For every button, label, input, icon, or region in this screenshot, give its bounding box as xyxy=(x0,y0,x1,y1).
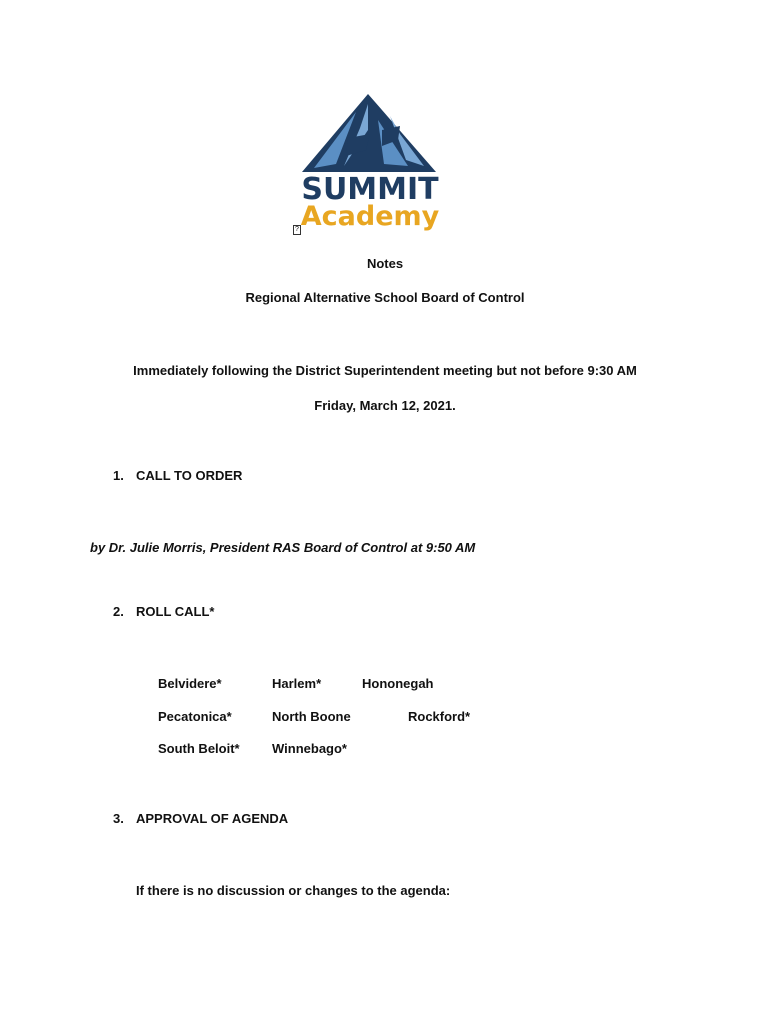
roll-winnebago: Winnebago* xyxy=(272,741,347,756)
roll-south-beloit: South Beloit* xyxy=(158,741,240,756)
roll-hononegah: Hononegah xyxy=(362,676,434,691)
document-subtitle: Regional Alternative School Board of Control xyxy=(245,290,525,305)
meeting-date: Friday, March 12, 2021. xyxy=(314,398,456,413)
missing-glyph-box: ? xyxy=(293,225,301,235)
section-3-body: If there is no discussion or changes to the agenda: xyxy=(136,883,451,898)
section-3-number: 3. xyxy=(113,811,124,826)
roll-north-boone: North Boone xyxy=(272,709,351,724)
logo-academy-text: Academy xyxy=(300,201,440,232)
section-1-heading: CALL TO ORDER xyxy=(136,468,243,483)
roll-harlem: Harlem* xyxy=(272,676,322,691)
roll-rockford: Rockford* xyxy=(408,709,471,724)
section-2-heading: ROLL CALL* xyxy=(136,604,215,619)
meeting-time-note: Immediately following the District Superintendent meeting but not before 9:30 AM xyxy=(133,363,637,378)
section-2-number: 2. xyxy=(113,604,124,619)
roll-pecatonica: Pecatonica* xyxy=(158,709,232,724)
document-title: Notes xyxy=(366,256,404,271)
summit-academy-logo xyxy=(296,90,444,240)
section-1-body: by Dr. Julie Morris, President RAS Board of Control at 9:50 AM xyxy=(90,540,476,555)
roll-belvidere: Belvidere* xyxy=(158,676,222,691)
section-3-heading: APPROVAL OF AGENDA xyxy=(136,811,289,826)
logo-summit-text: SUMMIT xyxy=(301,172,439,207)
section-1-number: 1. xyxy=(113,468,124,483)
mountain-icon xyxy=(296,90,444,180)
